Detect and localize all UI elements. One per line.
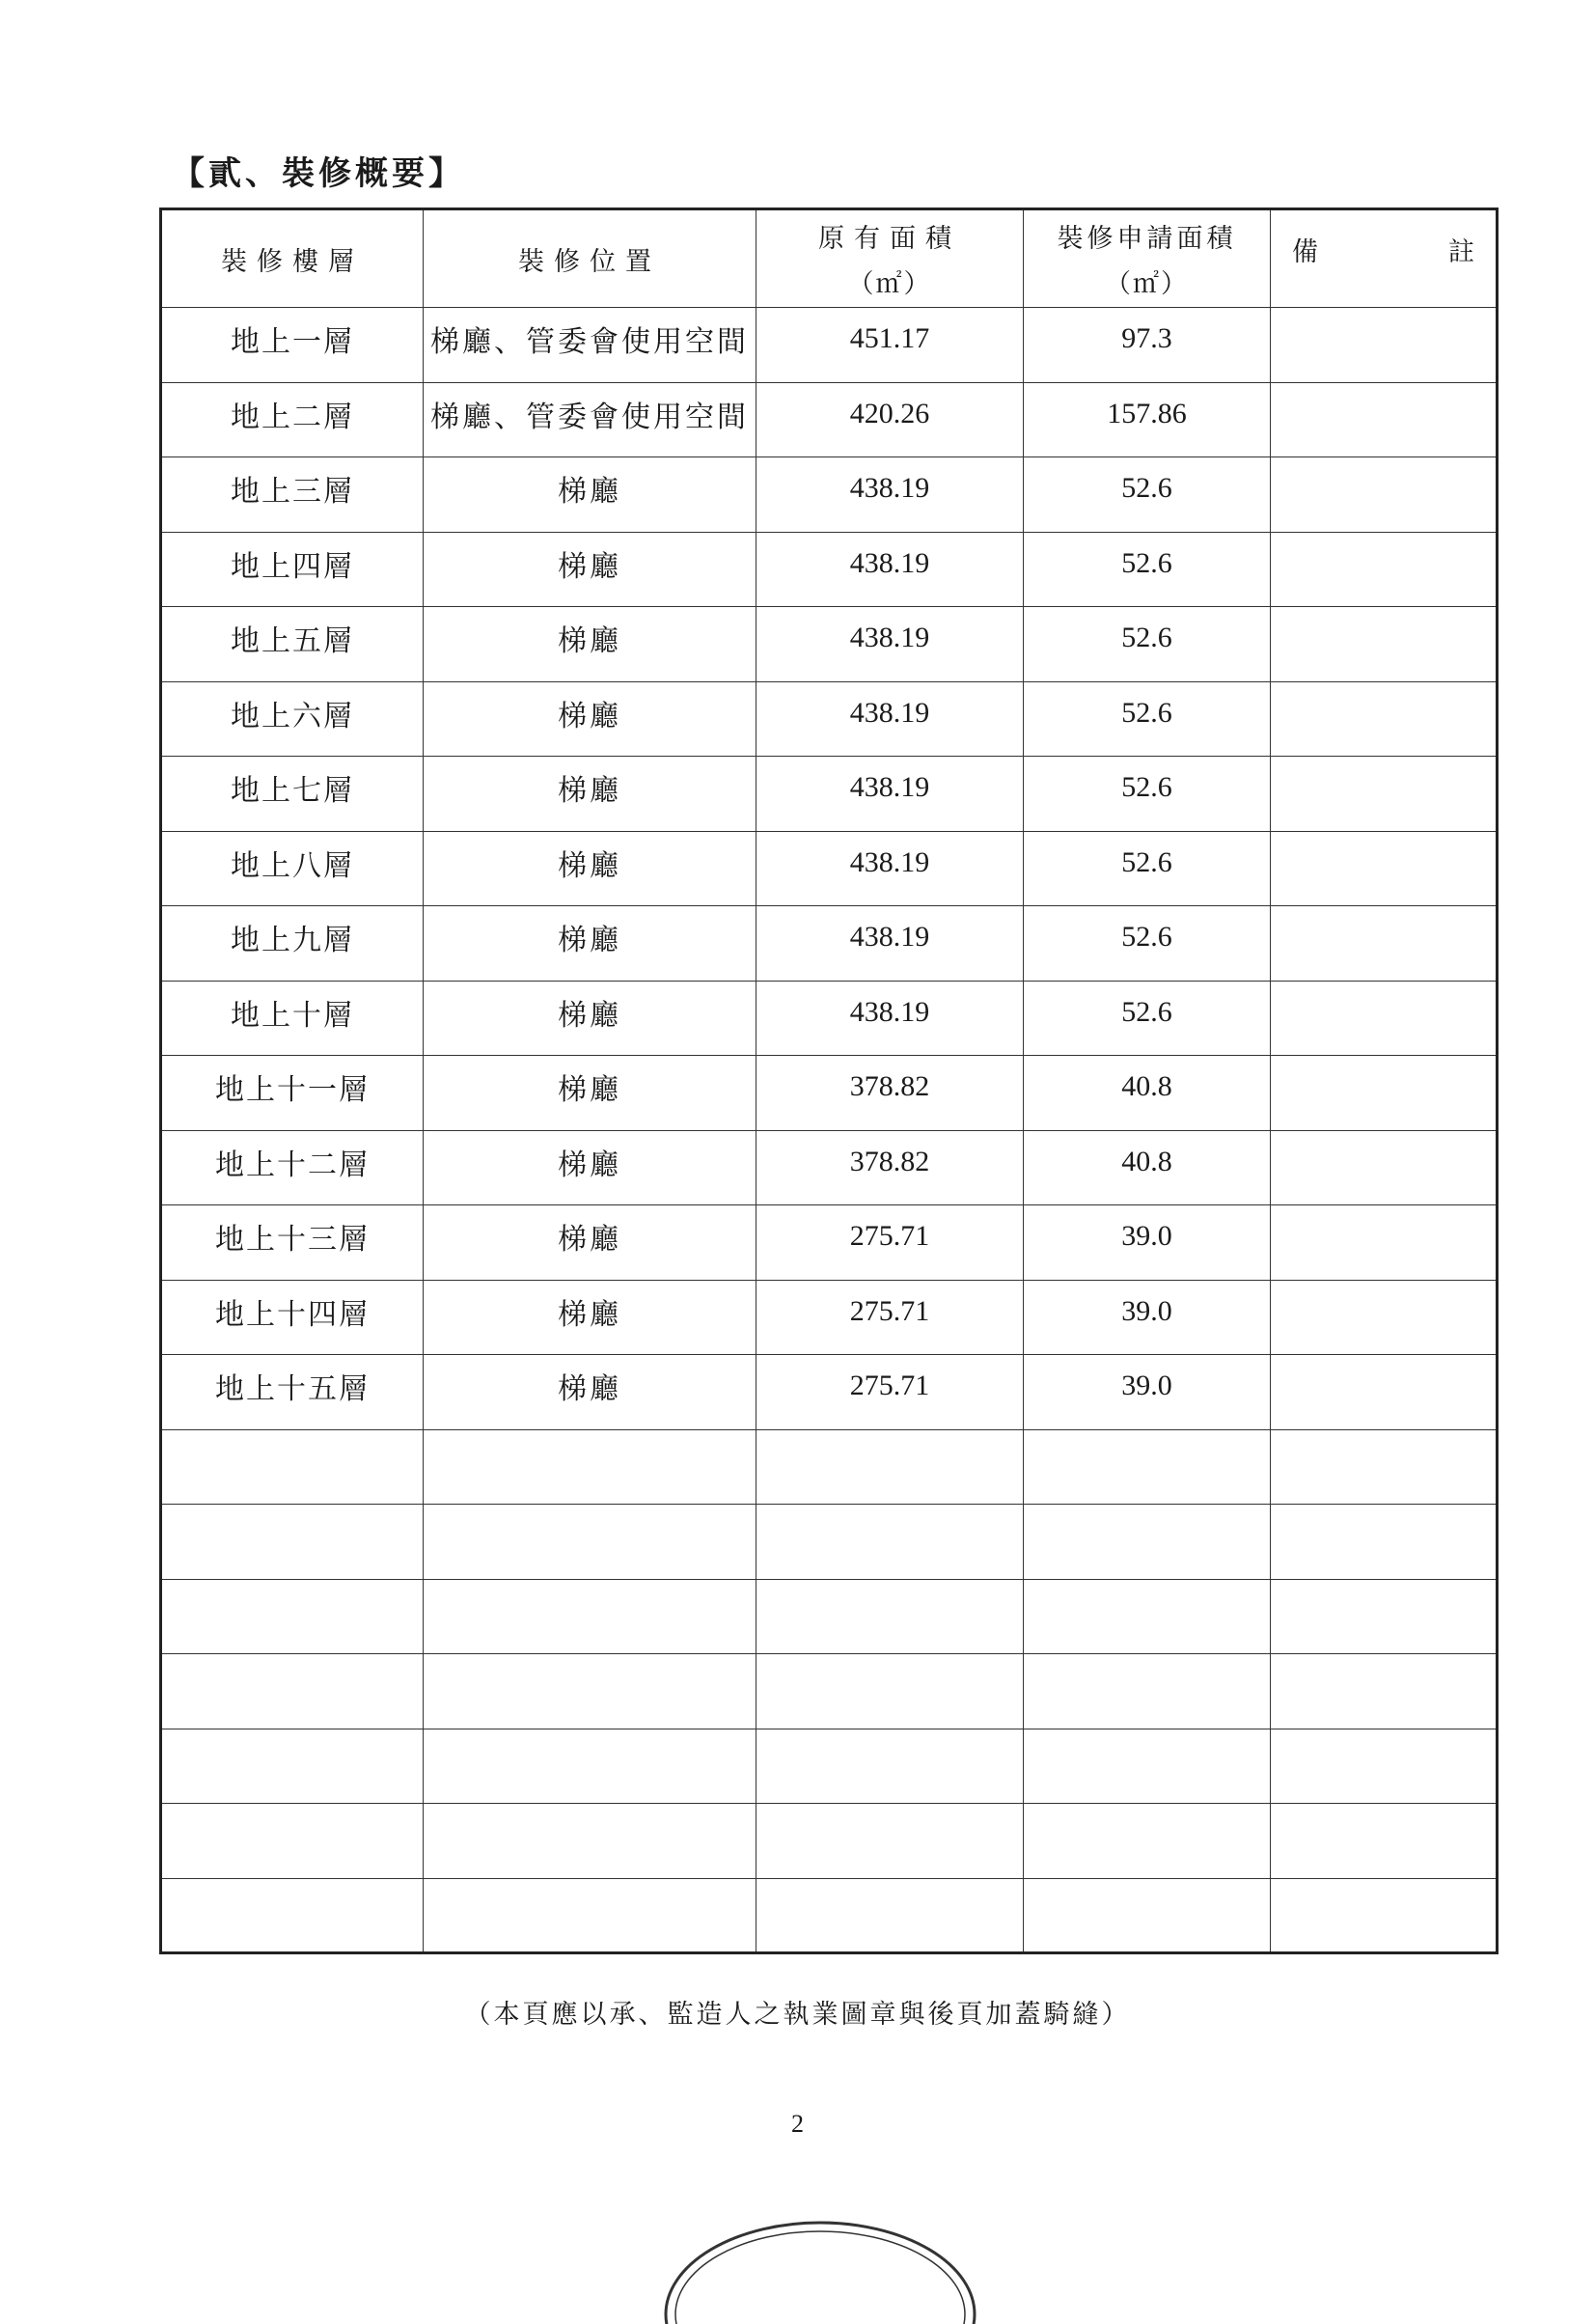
requested-area-cell: 52.6	[1024, 751, 1271, 826]
original-area-cell	[756, 1872, 1024, 1948]
header-location: 裝修位置	[424, 209, 756, 308]
location-cell	[424, 1424, 756, 1499]
header-remarks	[1271, 200, 1498, 298]
remarks-cell	[1271, 906, 1498, 982]
requested-area-cell: 39.0	[1024, 1274, 1271, 1349]
table-row	[161, 681, 1498, 757]
floor-cell: 地上十三層	[161, 1200, 424, 1275]
table-row	[161, 1205, 1498, 1281]
table-row	[161, 457, 1498, 533]
requested-area-cell: 157.86	[1024, 376, 1271, 452]
floor-cell	[161, 1798, 424, 1873]
requested-area-cell	[1024, 1424, 1271, 1499]
requested-area-cell: 52.6	[1024, 676, 1271, 751]
requested-area-cell: 40.8	[1024, 1050, 1271, 1125]
floor-cell: 地上十五層	[161, 1349, 424, 1425]
original-area-cell: 378.82	[756, 1124, 1024, 1200]
floor-cell: 地上十層	[161, 975, 424, 1050]
table-row	[161, 906, 1498, 982]
original-area-cell: 438.19	[756, 975, 1024, 1050]
page-number: 2	[791, 2110, 804, 2138]
location-cell	[424, 1723, 756, 1798]
table-row	[161, 1280, 1498, 1355]
table-row	[161, 607, 1498, 682]
table-row	[161, 1355, 1498, 1430]
table-row	[161, 757, 1498, 832]
requested-area-cell: 39.0	[1024, 1349, 1271, 1425]
location-cell: 梯廳	[424, 1050, 756, 1125]
original-area-cell: 438.19	[756, 526, 1024, 601]
original-area-cell: 438.19	[756, 751, 1024, 826]
remarks-cell	[1271, 1056, 1498, 1131]
requested-area-cell: 40.8	[1024, 1124, 1271, 1200]
original-area-cell	[756, 1573, 1024, 1648]
table-row	[161, 831, 1498, 906]
remarks-cell	[1271, 308, 1498, 383]
table-row	[161, 1804, 1498, 1879]
original-area-cell: 438.19	[756, 452, 1024, 527]
header-remarks-char-1: 備	[1292, 236, 1318, 267]
requested-area-cell	[1024, 1573, 1271, 1648]
header-floor: 裝修樓層	[161, 209, 424, 308]
location-cell: 梯廳	[424, 1200, 756, 1275]
requested-area-cell: 52.6	[1024, 900, 1271, 976]
location-cell: 梯廳	[424, 975, 756, 1050]
table-body	[161, 308, 1498, 1953]
section-title: 【貳、裝修概要】	[172, 154, 465, 193]
requested-area-cell: 52.6	[1024, 975, 1271, 1050]
header-requested-area-label: 裝修申請面積	[1057, 224, 1237, 254]
floor-cell	[161, 1872, 424, 1948]
remarks-cell	[1271, 1804, 1498, 1879]
floor-cell: 地上十二層	[161, 1124, 424, 1200]
header-remarks-char-2: 註	[1448, 236, 1474, 267]
original-area-cell: 438.19	[756, 900, 1024, 976]
header-original-area-unit: （㎡）	[847, 269, 932, 299]
requested-area-cell: 52.6	[1024, 601, 1271, 677]
location-cell: 梯廳	[424, 825, 756, 900]
table-row	[161, 1729, 1498, 1804]
location-cell: 梯廳	[424, 1124, 756, 1200]
floor-cell: 地上六層	[161, 676, 424, 751]
remarks-cell	[1271, 457, 1498, 533]
remarks-cell	[1271, 1130, 1498, 1205]
location-cell	[424, 1648, 756, 1724]
footnote: （本頁應以承、監造人之執業圖章與後頁加蓋騎縫）	[464, 2000, 1131, 2030]
floor-cell: 地上十四層	[161, 1274, 424, 1349]
original-area-cell: 438.19	[756, 825, 1024, 900]
remarks-cell	[1271, 1355, 1498, 1430]
original-area-cell	[756, 1424, 1024, 1499]
floor-cell	[161, 1499, 424, 1574]
requested-area-cell: 52.6	[1024, 452, 1271, 527]
requested-area-cell: 39.0	[1024, 1200, 1271, 1275]
location-cell	[424, 1573, 756, 1648]
floor-cell: 地上十一層	[161, 1050, 424, 1125]
remarks-cell	[1271, 981, 1498, 1056]
floor-cell: 地上一層	[161, 302, 424, 377]
location-cell	[424, 1499, 756, 1574]
table-row	[161, 1654, 1498, 1729]
floor-cell: 地上八層	[161, 825, 424, 900]
remarks-cell	[1271, 831, 1498, 906]
remarks-cell	[1271, 532, 1498, 607]
remarks-cell	[1271, 757, 1498, 832]
requested-area-cell: 97.3	[1024, 302, 1271, 377]
floor-cell: 地上七層	[161, 751, 424, 826]
original-area-cell: 451.17	[756, 302, 1024, 377]
location-cell	[424, 1798, 756, 1873]
original-area-cell: 275.71	[756, 1200, 1024, 1275]
floor-cell: 地上四層	[161, 526, 424, 601]
table-row	[161, 1505, 1498, 1580]
header-original-area	[756, 209, 1024, 308]
table-row	[161, 308, 1498, 383]
location-cell: 梯廳	[424, 452, 756, 527]
remarks-cell	[1271, 1205, 1498, 1281]
remarks-cell	[1271, 1429, 1498, 1505]
floor-cell	[161, 1723, 424, 1798]
remarks-cell	[1271, 1505, 1498, 1580]
remarks-cell	[1271, 1878, 1498, 1953]
floor-cell	[161, 1573, 424, 1648]
requested-area-cell	[1024, 1648, 1271, 1724]
remarks-cell	[1271, 1729, 1498, 1804]
floor-cell: 地上九層	[161, 900, 424, 976]
table-row	[161, 981, 1498, 1056]
table-header-row	[161, 209, 1498, 308]
original-area-cell: 438.19	[756, 601, 1024, 677]
table-row	[161, 1429, 1498, 1505]
original-area-cell	[756, 1798, 1024, 1873]
table-row	[161, 382, 1498, 457]
requested-area-cell: 52.6	[1024, 526, 1271, 601]
location-cell: 梯廳、管委會使用空間	[424, 302, 756, 377]
floor-cell	[161, 1648, 424, 1724]
remarks-cell	[1271, 382, 1498, 457]
official-seal-stamp	[656, 2208, 984, 2324]
remarks-cell	[1271, 681, 1498, 757]
table-row	[161, 1130, 1498, 1205]
table-row	[161, 1878, 1498, 1953]
requested-area-cell	[1024, 1723, 1271, 1798]
location-cell: 梯廳、管委會使用空間	[424, 376, 756, 452]
requested-area-cell: 52.6	[1024, 825, 1271, 900]
table-row	[161, 1056, 1498, 1131]
table-row	[161, 1579, 1498, 1654]
original-area-cell: 378.82	[756, 1050, 1024, 1125]
original-area-cell	[756, 1648, 1024, 1724]
original-area-cell	[756, 1723, 1024, 1798]
requested-area-cell	[1024, 1499, 1271, 1574]
original-area-cell: 420.26	[756, 376, 1024, 452]
header-requested-area-unit: （㎡）	[1105, 269, 1189, 299]
location-cell: 梯廳	[424, 1274, 756, 1349]
floor-cell: 地上三層	[161, 452, 424, 527]
header-original-area-label: 原有面積	[818, 224, 961, 254]
remarks-cell	[1271, 1654, 1498, 1729]
floor-cell	[161, 1424, 424, 1499]
renovation-summary-table	[159, 208, 1499, 1954]
remarks-cell	[1271, 607, 1498, 682]
location-cell	[424, 1872, 756, 1948]
original-area-cell: 275.71	[756, 1349, 1024, 1425]
original-area-cell	[756, 1499, 1024, 1574]
location-cell: 梯廳	[424, 751, 756, 826]
location-cell: 梯廳	[424, 526, 756, 601]
requested-area-cell	[1024, 1798, 1271, 1873]
remarks-cell	[1271, 1579, 1498, 1654]
location-cell: 梯廳	[424, 900, 756, 976]
location-cell: 梯廳	[424, 1349, 756, 1425]
location-cell: 梯廳	[424, 676, 756, 751]
header-requested-area	[1024, 209, 1271, 308]
requested-area-cell	[1024, 1872, 1271, 1948]
remarks-cell	[1271, 1280, 1498, 1355]
original-area-cell: 275.71	[756, 1274, 1024, 1349]
location-cell: 梯廳	[424, 601, 756, 677]
floor-cell: 地上五層	[161, 601, 424, 677]
table-row	[161, 532, 1498, 607]
original-area-cell: 438.19	[756, 676, 1024, 751]
floor-cell: 地上二層	[161, 376, 424, 452]
